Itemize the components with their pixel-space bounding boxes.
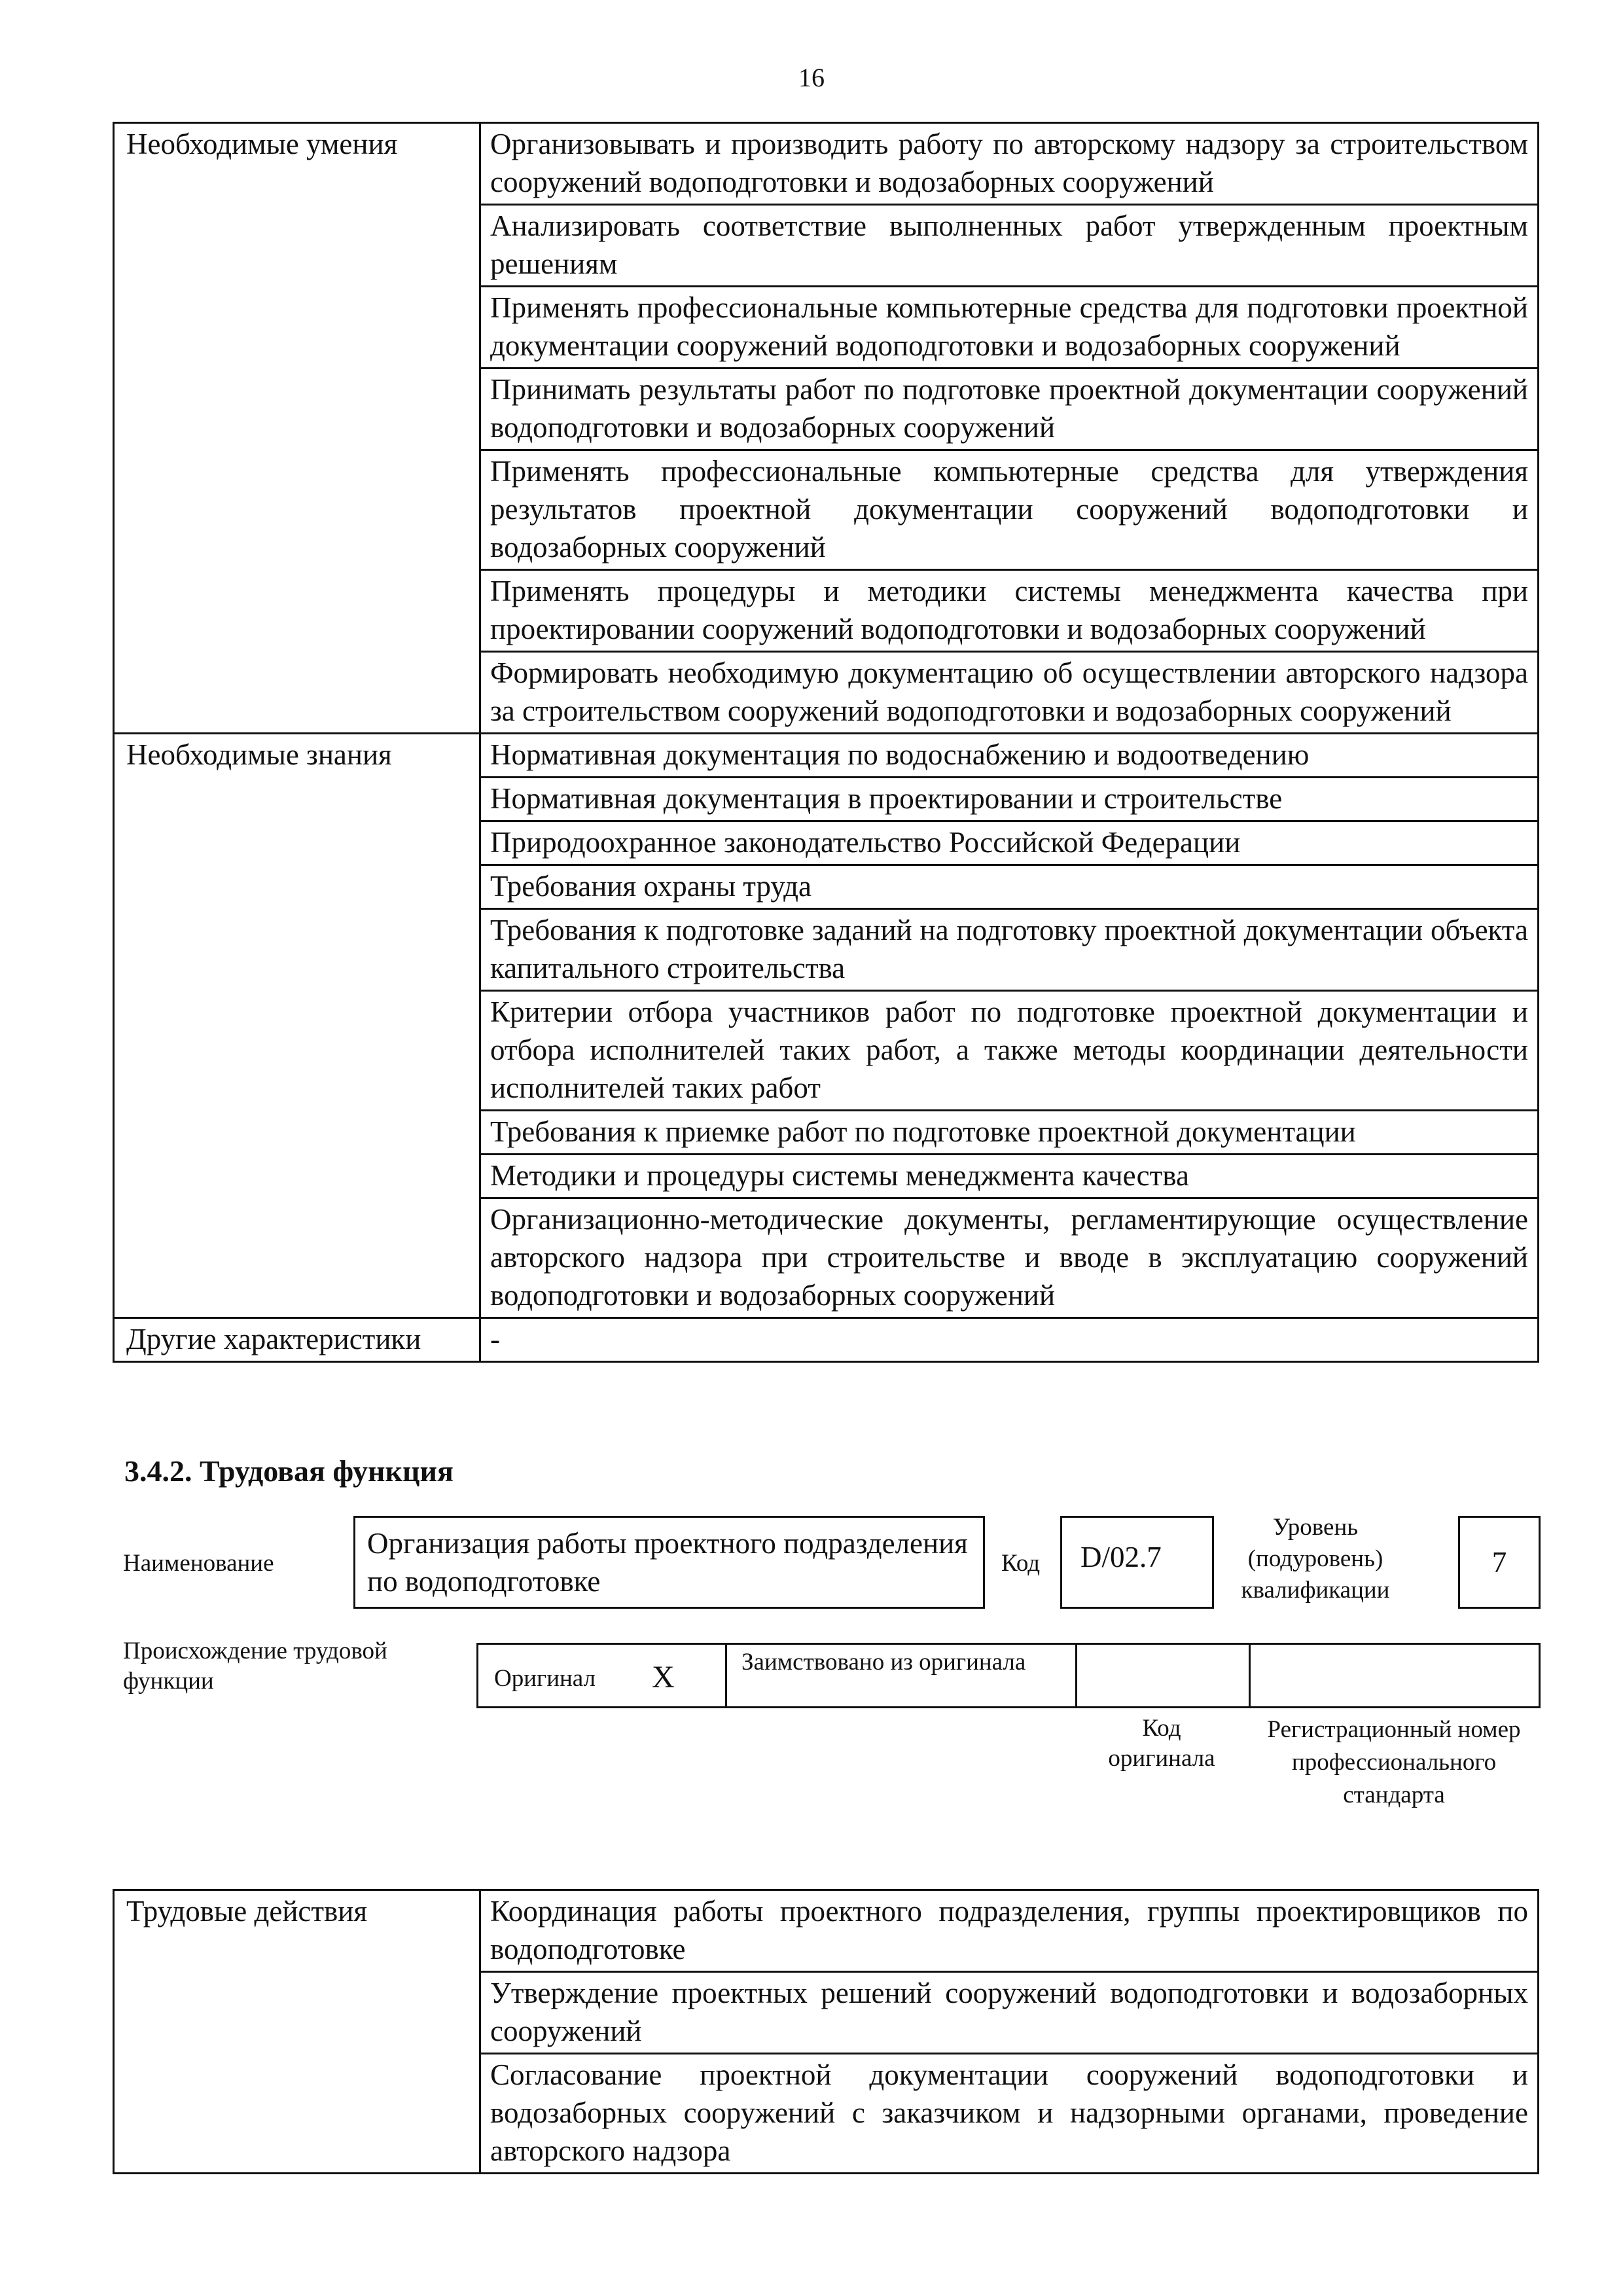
- table-row: [114, 734, 1539, 778]
- row-value: Формировать необходимую документацию об осуществлении авторского надзора за строительством сооружений водоподготовки и водозаборных сооружений: [480, 652, 1539, 734]
- reg-number-caption: Регистрационный номер профессионального стандарта: [1267, 1716, 1521, 1808]
- page-number: 16: [798, 63, 825, 92]
- row-label: Другие характеристики: [114, 1318, 480, 1362]
- level-label: Уровень (подуровень) квалификации: [1241, 1514, 1390, 1604]
- function-name-box: Организация работы проектного подразделения по водоподготовке: [353, 1516, 985, 1609]
- function-code-box: D/02.7: [1060, 1516, 1214, 1609]
- row-label: Необходимые знания: [114, 734, 480, 1318]
- row-value: -: [480, 1318, 1539, 1362]
- code-original-cell: [1077, 1645, 1251, 1706]
- row-value: Критерии отбора участников работ по подготовке проектной документации и отбора исполнителей таких работ, а также методы координации деятельности исполнителей таких работ: [480, 991, 1539, 1111]
- origin-label: Происхождение трудовой функции: [123, 1638, 387, 1695]
- row-value: Методики и процедуры системы менеджмента качества: [480, 1155, 1539, 1198]
- code-original-caption: Код оригинала: [1108, 1715, 1215, 1772]
- row-value: Применять процедуры и методики системы менеджмента качества при проектировании сооружений водоподготовки и водозаборных сооружений: [480, 570, 1539, 652]
- row-value: Анализировать соответствие выполненных работ утвержденным проектным решениям: [480, 205, 1539, 287]
- borrowed-label: Заимствовано из оригинала: [741, 1649, 1026, 1676]
- row-label: Трудовые действия: [114, 1890, 480, 2174]
- row-value: Природоохранное законодательство Российской Федерации: [480, 821, 1539, 865]
- table-row: [114, 1890, 1539, 1972]
- row-label: Необходимые умения: [114, 123, 480, 734]
- table-row: [114, 123, 1539, 205]
- row-value: Утверждение проектных решений сооружений водоподготовки и водозаборных сооружений: [480, 1972, 1539, 2054]
- original-label: Оригинал: [494, 1665, 596, 1692]
- original-cell: [478, 1645, 727, 1706]
- row-value: Организационно-методические документы, регламентирующие осуществление авторского надзора при строительстве и вводе в эксплуатацию сооружений водоподготовки и водозаборных сооружений: [480, 1198, 1539, 1318]
- labor-actions-table: [113, 1889, 1539, 2174]
- row-value: Требования к подготовке заданий на подготовку проектной документации объекта капитального строительства: [480, 909, 1539, 991]
- row-value: Организовывать и производить работу по авторскому надзору за строительством сооружений водоподготовки и водозаборных сооружений: [480, 123, 1539, 205]
- origin-row: [476, 1643, 1541, 1708]
- borrowed-cell: [727, 1645, 1077, 1706]
- name-label: Наименование: [123, 1550, 274, 1577]
- row-value: Требования к приемке работ по подготовке проектной документации: [480, 1111, 1539, 1155]
- row-value: Нормативная документация в проектировании и строительстве: [480, 778, 1539, 821]
- row-value: Применять профессиональные компьютерные средства для подготовки проектной документации сооружений водоподготовки и водозаборных сооружений: [480, 287, 1539, 368]
- section-heading: 3.4.2. Трудовая функция: [124, 1454, 454, 1488]
- code-label: Код: [1001, 1550, 1041, 1577]
- row-value: Применять профессиональные компьютерные средства для утверждения результатов проектной документации сооружений водоподготовки и водозаборных сооружений: [480, 450, 1539, 570]
- table-row: [114, 1318, 1539, 1362]
- row-value: Согласование проектной документации сооружений водоподготовки и водозаборных сооружений с заказчиком и надзорными органами, проведение авторского надзора: [480, 2054, 1539, 2174]
- original-mark: X: [652, 1660, 675, 1695]
- qualification-level-box: 7: [1458, 1516, 1541, 1609]
- row-value: Принимать результаты работ по подготовке проектной документации сооружений водоподготовки и водозаборных сооружений: [480, 368, 1539, 450]
- row-value: Координация работы проектного подразделения, группы проектировщиков по водоподготовке: [480, 1890, 1539, 1972]
- row-value: Нормативная документация по водоснабжению и водоотведению: [480, 734, 1539, 778]
- row-value: Требования охраны труда: [480, 865, 1539, 909]
- skills-knowledge-table: [113, 122, 1539, 1363]
- reg-number-cell: [1251, 1645, 1539, 1706]
